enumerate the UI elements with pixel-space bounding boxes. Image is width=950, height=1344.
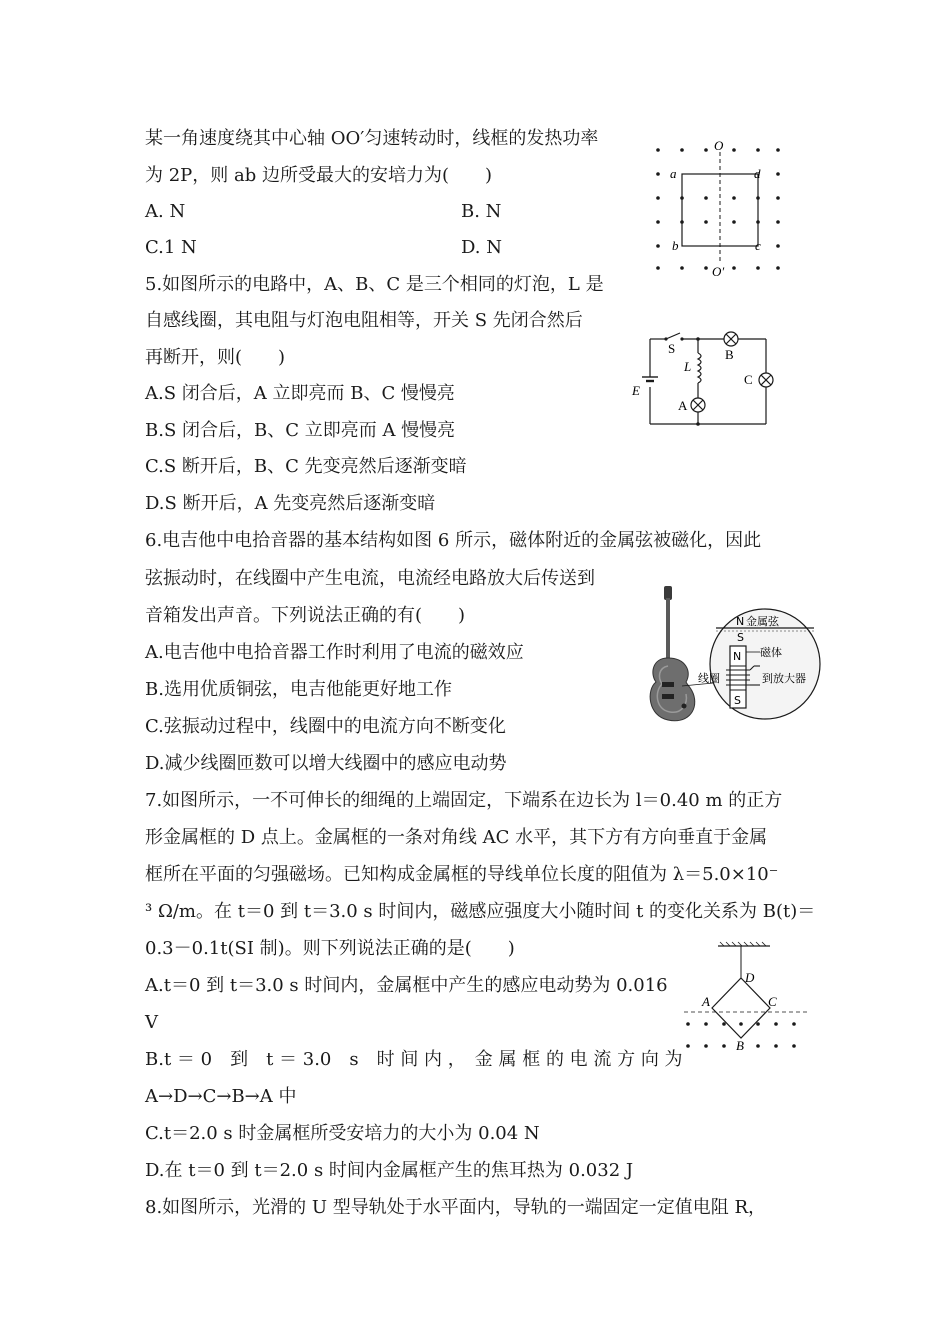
q4-figure-rotating-frame xyxy=(650,138,785,278)
q6-stem-line1: 6.电吉他中电拾音器的基本结构如图 6 所示，磁体附近的金属弦被磁化，因此 xyxy=(145,530,762,551)
q6-figure-guitar-pickup xyxy=(642,582,822,730)
q7-option-a-line1: A.t＝0 到 t＝3.0 s 时间内，金属框中产生的感应电动势为 0.016 xyxy=(145,975,668,996)
label-c: C xyxy=(744,372,753,387)
q7-stem-line2: 形金属框的 D 点上。金属框的一条对角线 AC 水平，其下方有方向垂直于金属 xyxy=(145,827,768,848)
q5-option-d: D.S 断开后，A 先变亮然后逐渐变暗 xyxy=(145,493,436,514)
label-l: L xyxy=(684,359,692,374)
q7-option-c: C.t＝2.0 s 时金属框所受安培力的大小为 0.04 N xyxy=(145,1123,540,1144)
label-b: B xyxy=(736,1038,744,1053)
q7-stem-line5: 0.3－0.1t(SI 制)。则下列说法正确的是( ) xyxy=(145,938,515,959)
label-n-top: N xyxy=(736,615,745,628)
q6-option-b: B.选用优质铜弦，电吉他能更好地工作 xyxy=(145,679,452,700)
label-a: a xyxy=(670,166,677,181)
q7-option-b-line2: A→D→C→B→A 中 xyxy=(145,1086,297,1107)
q4-stem-line1: 某一角速度绕其中心轴 OO′匀速转动时，线框的发热功率 xyxy=(145,128,599,149)
q5-stem-line1: 5.如图所示的电路中，A、B、C 是三个相同的灯泡，L 是 xyxy=(145,274,604,295)
q7-option-d: D.在 t＝0 到 t＝2.0 s 时间内金属框产生的焦耳热为 0.032 J xyxy=(145,1160,634,1181)
label-o: O xyxy=(714,138,724,153)
label-d: D xyxy=(745,970,755,985)
q4-option-d: D. N xyxy=(461,237,502,258)
label-o-prime: O′ xyxy=(712,264,725,278)
q5-figure-circuit xyxy=(628,325,778,430)
q7-stem-line4: ³ Ω/m。在 t＝0 到 t＝3.0 s 时间内，磁感应强度大小随时间 t 的变化关系为 B(t)＝ xyxy=(145,901,816,922)
q5-stem-line3: 再断开，则( ) xyxy=(145,347,286,368)
guitar-icon xyxy=(650,586,695,721)
label-s: S xyxy=(734,694,741,707)
label-s: S xyxy=(668,341,676,356)
q4-option-a: A. N xyxy=(145,201,186,222)
q4-option-b: B. N xyxy=(461,201,502,222)
label-e: E xyxy=(632,383,640,398)
q4-option-c: C.1 N xyxy=(145,237,197,258)
q6-option-d: D.减少线圈匝数可以增大线圈中的感应电动势 xyxy=(145,753,507,774)
label-a: A xyxy=(702,994,710,1009)
q6-stem-line3: 音箱发出声音。下列说法正确的有( ) xyxy=(145,605,466,626)
q5-stem-line2: 自感线圈，其电阻与灯泡电阻相等，开关 S 先闭合然后 xyxy=(145,310,583,331)
label-d: d xyxy=(754,166,761,181)
label-c: C xyxy=(768,994,777,1009)
label-a: A xyxy=(678,398,688,413)
q7-figure-square-frame xyxy=(682,938,812,1056)
q4-stem-line2: 为 2P，则 ab 边所受最大的安培力为( ) xyxy=(145,165,493,186)
label-b: b xyxy=(672,238,679,253)
q6-option-a: A.电吉他中电拾音器工作时利用了电流的磁效应 xyxy=(145,642,524,663)
q7-stem-line3: 框所在平面的匀强磁场。已知构成金属框的导线单位长度的阻值为 λ＝5.0×10⁻ xyxy=(145,864,779,885)
q5-option-a: A.S 闭合后，A 立即亮而 B、C 慢慢亮 xyxy=(145,383,455,404)
q7-option-b-line1: B.t ＝ 0 到 t ＝ 3.0 s 时 间 内 ， 金 属 框 的 电 流 方 向 为 xyxy=(145,1049,683,1070)
q8-stem-line1: 8.如图所示，光滑的 U 型导轨处于水平面内，导轨的一端固定一定值电阻 R， xyxy=(145,1197,767,1218)
q7-stem-line1: 7.如图所示，一不可伸长的细绳的上端固定，下端系在边长为 l＝0.40 m 的正方 xyxy=(145,790,783,811)
q6-stem-line2: 弦振动时，在线圈中产生电流，电流经电路放大后传送到 xyxy=(145,568,595,589)
label-n: N xyxy=(733,650,742,663)
label-b: B xyxy=(725,347,734,362)
label-s-top: S xyxy=(737,631,744,644)
label-amp: 到放大器 xyxy=(762,672,806,685)
label-coil: 线圈 xyxy=(698,672,720,685)
q5-option-b: B.S 闭合后，B、C 立即亮而 A 慢慢亮 xyxy=(145,420,456,441)
q6-option-c: C.弦振动过程中，线圈中的电流方向不断变化 xyxy=(145,716,506,737)
label-magnet: 磁体 xyxy=(760,646,782,659)
q7-option-a-line2: V xyxy=(145,1012,158,1033)
label-string: 金属弦 xyxy=(746,615,779,628)
label-c: c xyxy=(755,238,761,253)
q5-option-c: C.S 断开后，B、C 先变亮然后逐渐变暗 xyxy=(145,456,467,477)
